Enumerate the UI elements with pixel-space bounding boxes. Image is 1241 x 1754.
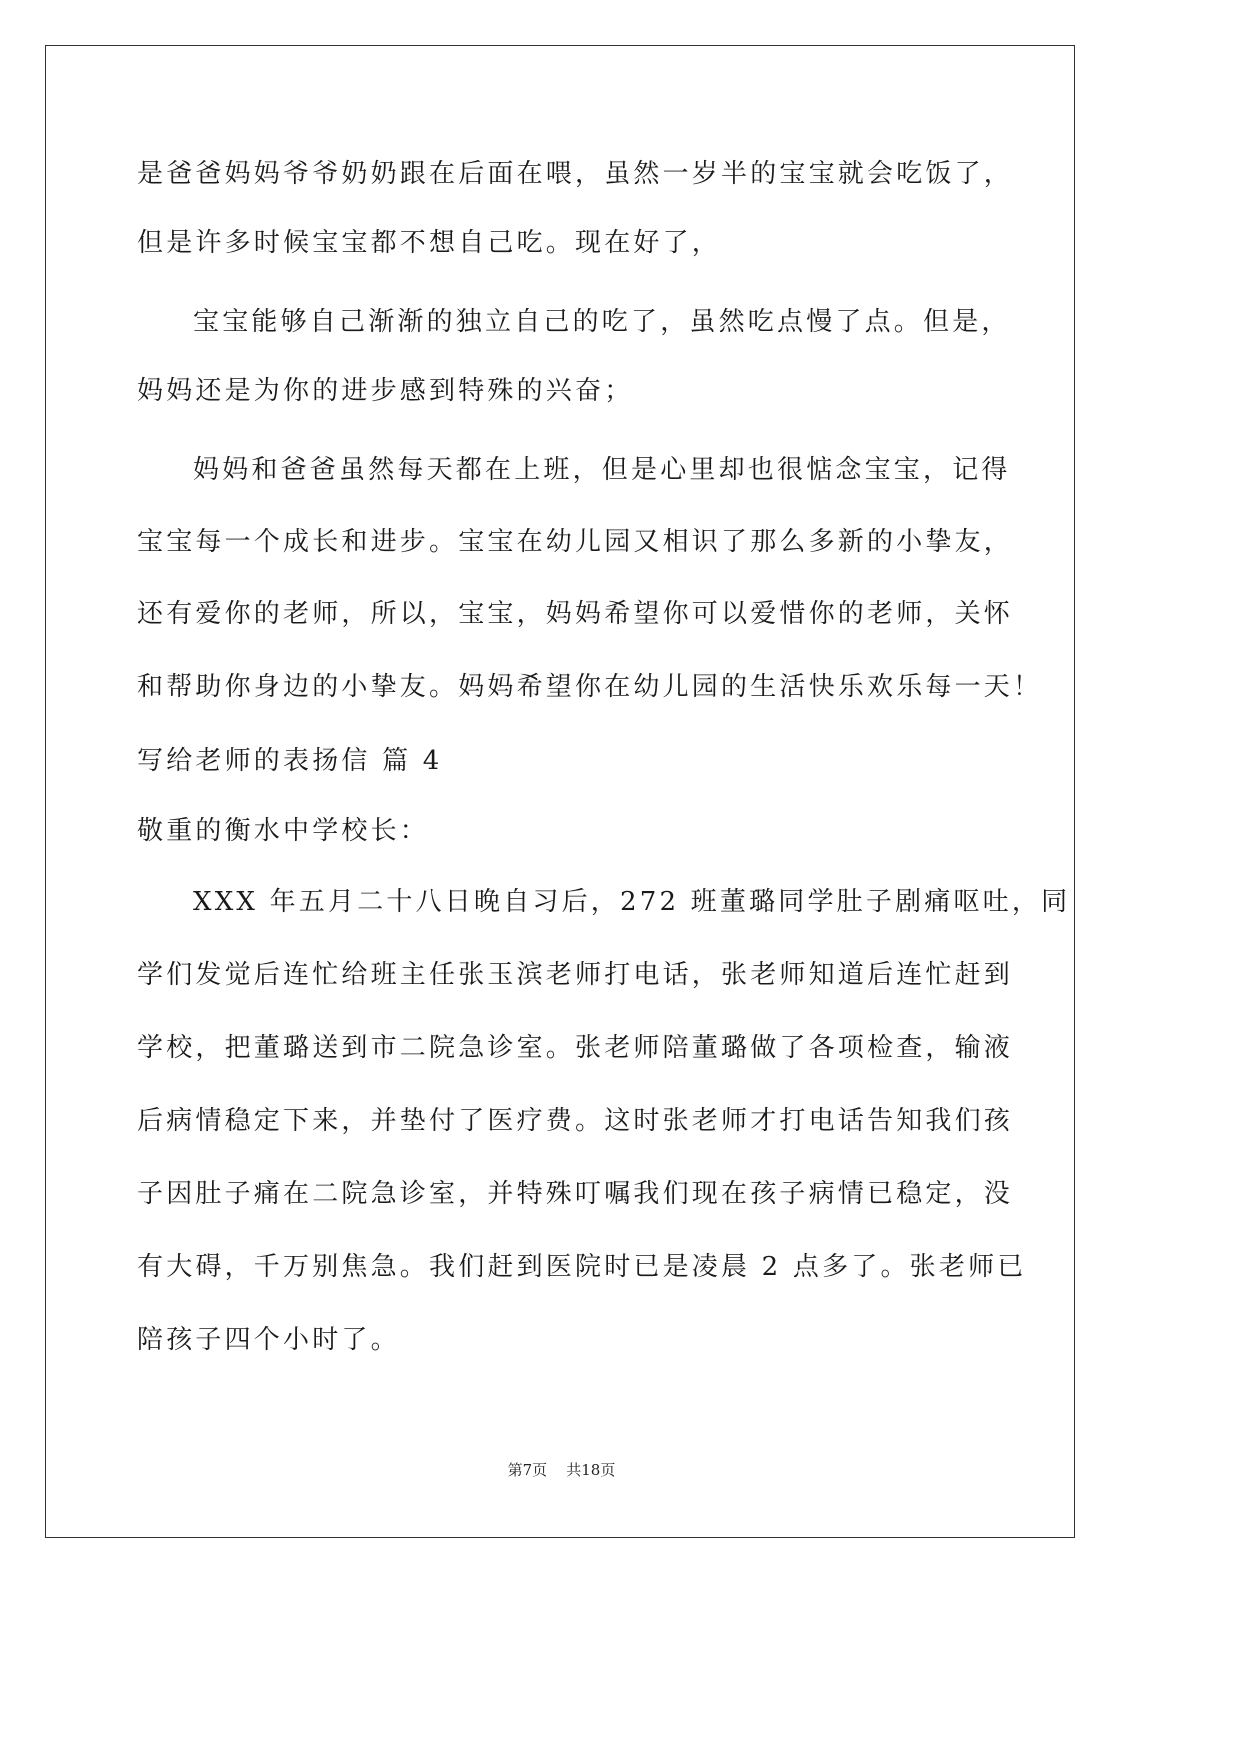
text-line: 还有爱你的老师，所以，宝宝，妈妈希望你可以爱惜你的老师，关怀: [137, 599, 1014, 629]
paragraph-start-line: 宝宝能够自己渐渐的独立自己的吃了，虽然吃点慢了点。但是，: [193, 307, 1011, 337]
page-border: [45, 45, 1075, 1538]
text-line: 但是许多时候宝宝都不想自己吃。现在好了，: [137, 228, 722, 258]
text-line: 是爸爸妈妈爷爷奶奶跟在后面在喂，虽然一岁半的宝宝就会吃饭了，: [137, 159, 1014, 189]
text-line: 妈妈还是为你的进步感到特殊的兴奋；: [137, 376, 634, 406]
text-line: 学们发觉后连忙给班主任张玉滨老师打电话，张老师知道后连忙赶到: [137, 960, 1014, 990]
text-line: 后病情稳定下来，并垫付了医疗费。这时张老师才打电话告知我们孩: [137, 1106, 1014, 1136]
paragraph-start-line: 妈妈和爸爸虽然每天都在上班，但是心里却也很惦念宝宝，记得: [193, 455, 1011, 485]
text-line: 子因肚子痛在二院急诊室，并特殊叮嘱我们现在孩子病情已稳定，没: [137, 1179, 1014, 1209]
text-line: 陪孩子四个小时了。: [137, 1325, 400, 1355]
text-line: 有大碍，千万别焦急。我们赶到医院时已是凌晨 2 点多了。张老师已: [137, 1252, 1027, 1282]
page-number-footer: 第7页 共18页: [507, 1461, 616, 1479]
text-line: 学校，把董璐送到市二院急诊室。张老师陪董璐做了各项检查，输液: [137, 1033, 1014, 1063]
salutation: 敬重的衡水中学校长：: [137, 816, 430, 846]
text-line: 宝宝每一个成长和进步。宝宝在幼儿园又相识了那么多新的小挚友，: [137, 527, 1014, 557]
paragraph-start-line: XXX 年五月二十八日晚自习后，272 班董璐同学肚子剧痛呕吐，同: [193, 887, 1071, 917]
section-heading: 写给老师的表扬信 篇 4: [137, 746, 443, 776]
text-line: 和帮助你身边的小挚友。妈妈希望你在幼儿园的生活快乐欢乐每一天！: [137, 672, 1043, 702]
